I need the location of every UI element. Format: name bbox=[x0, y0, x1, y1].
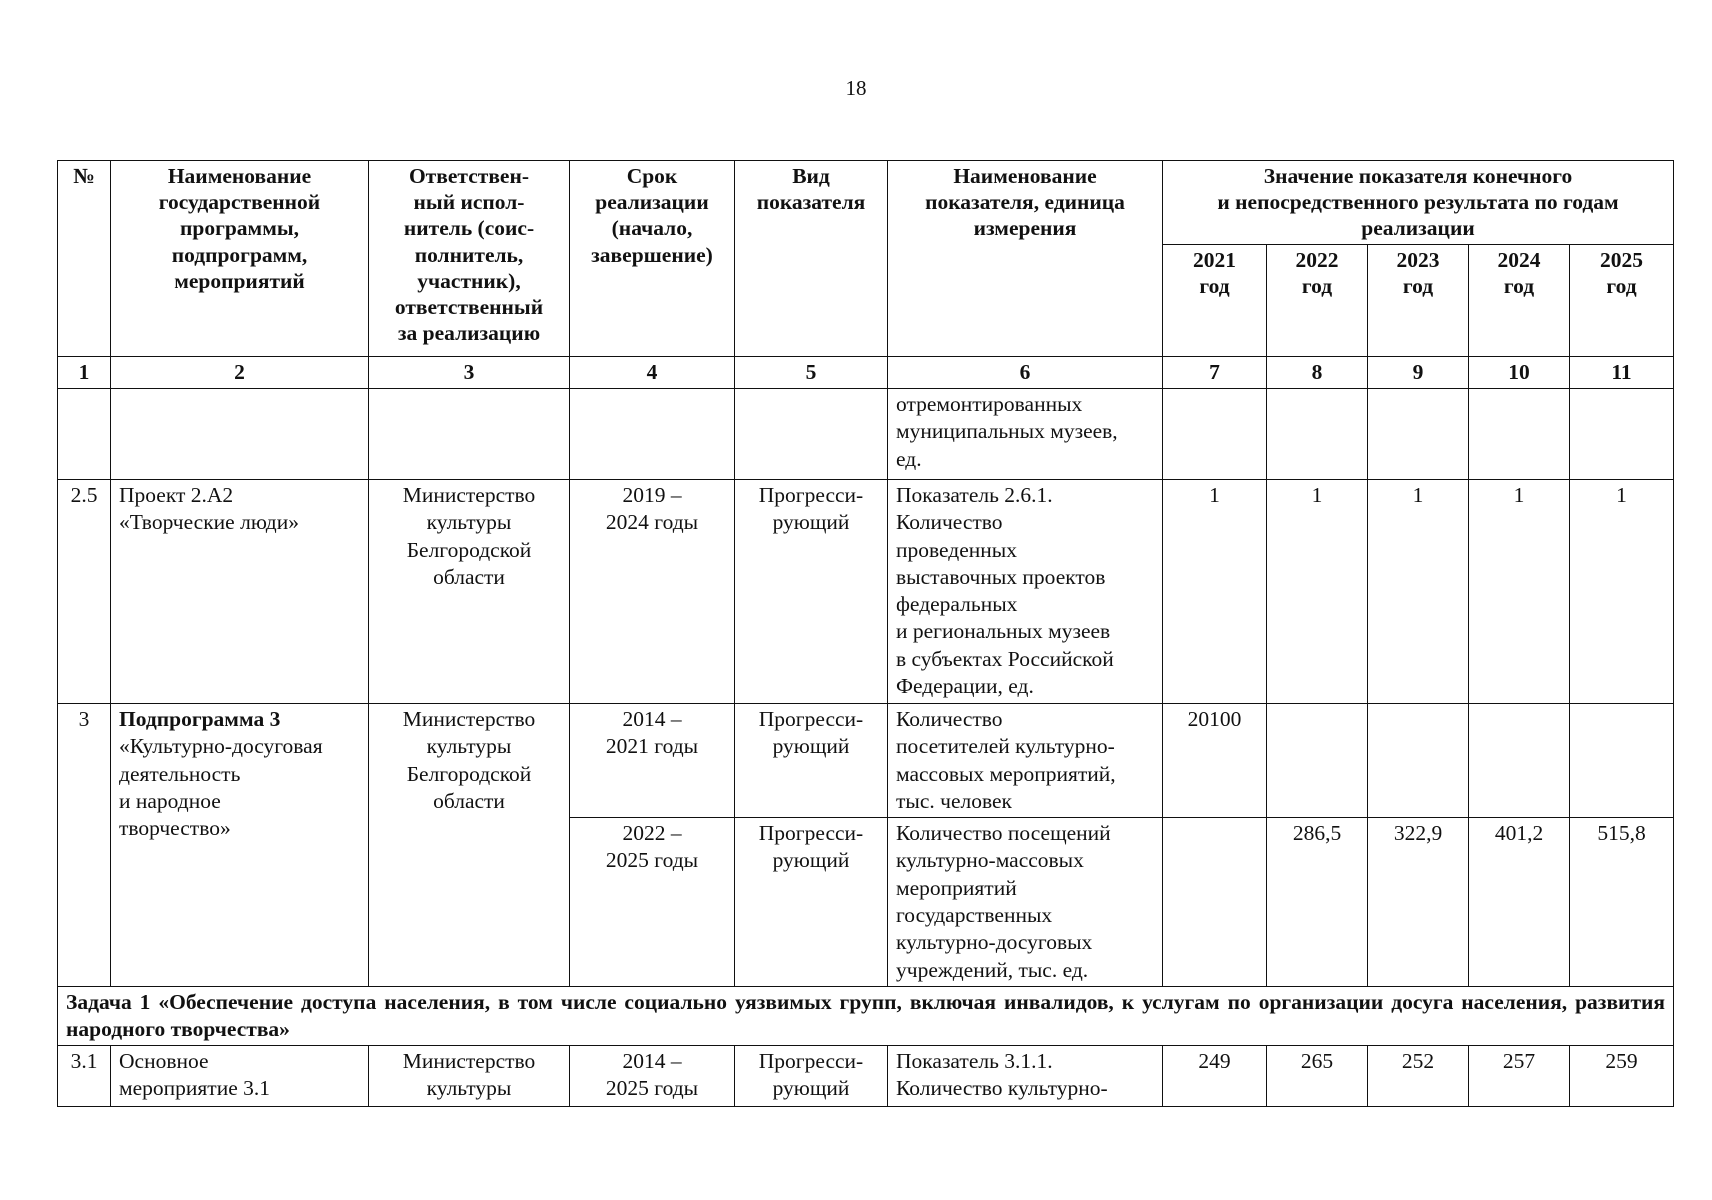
continuation-row bbox=[58, 388, 1674, 479]
indicator-name: отремонтированных муниципальных музеев, ед. bbox=[888, 388, 1163, 479]
value-2021: 1 bbox=[1163, 479, 1267, 703]
value-2025: 259 bbox=[1570, 1045, 1674, 1106]
value-2024: 257 bbox=[1469, 1045, 1570, 1106]
row-number: 3.1 bbox=[58, 1045, 111, 1106]
value-2025: 1 bbox=[1570, 479, 1674, 703]
column-number: 3 bbox=[369, 356, 570, 388]
value-2021: 249 bbox=[1163, 1045, 1267, 1106]
indicator-type: Прогресси- рующий bbox=[735, 703, 888, 817]
period: 2014 – 2025 годы bbox=[570, 1045, 735, 1106]
column-number: 2 bbox=[111, 356, 369, 388]
column-number: 4 bbox=[570, 356, 735, 388]
executor: Министерство культуры bbox=[369, 1045, 570, 1106]
indicator-type: Прогресси- рующий bbox=[735, 1045, 888, 1106]
indicator-name: Показатель 2.6.1. Количество проведенных выставочных проектов федеральных и региональных музеев в субъектах Российской Федерации, ед. bbox=[888, 479, 1163, 703]
indicator-type: Прогресси- рующий bbox=[735, 818, 888, 987]
executor: Министерство культуры Белгородской области bbox=[369, 703, 570, 986]
value-2025: 515,8 bbox=[1570, 818, 1674, 987]
column-number: 10 bbox=[1469, 356, 1570, 388]
header-year-2024: 2024 год bbox=[1469, 244, 1570, 356]
value-2021 bbox=[1163, 818, 1267, 987]
period: 2014 – 2021 годы bbox=[570, 703, 735, 817]
header-year-2025: 2025 год bbox=[1570, 244, 1674, 356]
header-values-group: Значение показателя конечного и непосредственного результата по годам реализации bbox=[1163, 161, 1674, 245]
task-heading: Задача 1 «Обеспечение доступа населения, в том числе социально уязвимых групп, включая инвалидов, к услугам по организации досуга населения, развития народного творчества» bbox=[58, 986, 1674, 1045]
column-number: 8 bbox=[1267, 356, 1368, 388]
value-2021: 20100 bbox=[1163, 703, 1267, 817]
header-period: Срок реализации (начало, завершение) bbox=[570, 161, 735, 357]
column-number: 6 bbox=[888, 356, 1163, 388]
header-year-2021: 2021 год bbox=[1163, 244, 1267, 356]
value-2023 bbox=[1368, 703, 1469, 817]
program-name: Основное мероприятие 3.1 bbox=[111, 1045, 369, 1106]
indicator-name: Количество посещений культурно-массовых мероприятий государственных культурно-досуговых учреждений, тыс. ед. bbox=[888, 818, 1163, 987]
row-number: 3 bbox=[58, 703, 111, 986]
header-executor: Ответствен- ный испол- нитель (соис- полнитель, участник), ответственный за реализацию bbox=[369, 161, 570, 357]
page-number: 18 bbox=[845, 76, 867, 100]
indicators-table bbox=[57, 160, 1674, 1107]
value-2022: 286,5 bbox=[1267, 818, 1368, 987]
column-number: 11 bbox=[1570, 356, 1674, 388]
row-number: 2.5 bbox=[58, 479, 111, 703]
header-indicator-type: Вид показателя bbox=[735, 161, 888, 357]
executor: Министерство культуры Белгородской области bbox=[369, 479, 570, 703]
value-2024: 1 bbox=[1469, 479, 1570, 703]
value-2023: 322,9 bbox=[1368, 818, 1469, 987]
value-2025 bbox=[1570, 703, 1674, 817]
period: 2022 – 2025 годы bbox=[570, 818, 735, 987]
value-2022: 1 bbox=[1267, 479, 1368, 703]
column-number: 9 bbox=[1368, 356, 1469, 388]
table-row-3-1 bbox=[58, 1045, 1674, 1106]
column-number: 1 bbox=[58, 356, 111, 388]
header-indicator-name: Наименование показателя, единица измерения bbox=[888, 161, 1163, 357]
value-2024 bbox=[1469, 703, 1570, 817]
program-name: Подпрограмма 3 «Культурно-досуговая деятельность и народное творчество» bbox=[111, 703, 369, 986]
value-2023: 252 bbox=[1368, 1045, 1469, 1106]
value-2023: 1 bbox=[1368, 479, 1469, 703]
table-row-3-a bbox=[58, 703, 1674, 817]
period: 2019 – 2024 годы bbox=[570, 479, 735, 703]
column-numbers-row bbox=[58, 356, 1674, 388]
task-row bbox=[58, 986, 1674, 1045]
indicator-name: Количество посетителей культурно- массовых мероприятий, тыс. человек bbox=[888, 703, 1163, 817]
header-program: Наименование государственной программы, подпрограмм, мероприятий bbox=[111, 161, 369, 357]
value-2022 bbox=[1267, 703, 1368, 817]
indicator-name: Показатель 3.1.1. Количество культурно- bbox=[888, 1045, 1163, 1106]
table-row-2-5 bbox=[58, 479, 1674, 703]
column-number: 7 bbox=[1163, 356, 1267, 388]
value-2022: 265 bbox=[1267, 1045, 1368, 1106]
column-number: 5 bbox=[735, 356, 888, 388]
program-name: Проект 2.А2 «Творческие люди» bbox=[111, 479, 369, 703]
header-no: № bbox=[58, 161, 111, 357]
header-year-2023: 2023 год bbox=[1368, 244, 1469, 356]
indicator-type: Прогресси- рующий bbox=[735, 479, 888, 703]
header-row-top bbox=[58, 161, 1674, 245]
header-year-2022: 2022 год bbox=[1267, 244, 1368, 356]
value-2024: 401,2 bbox=[1469, 818, 1570, 987]
